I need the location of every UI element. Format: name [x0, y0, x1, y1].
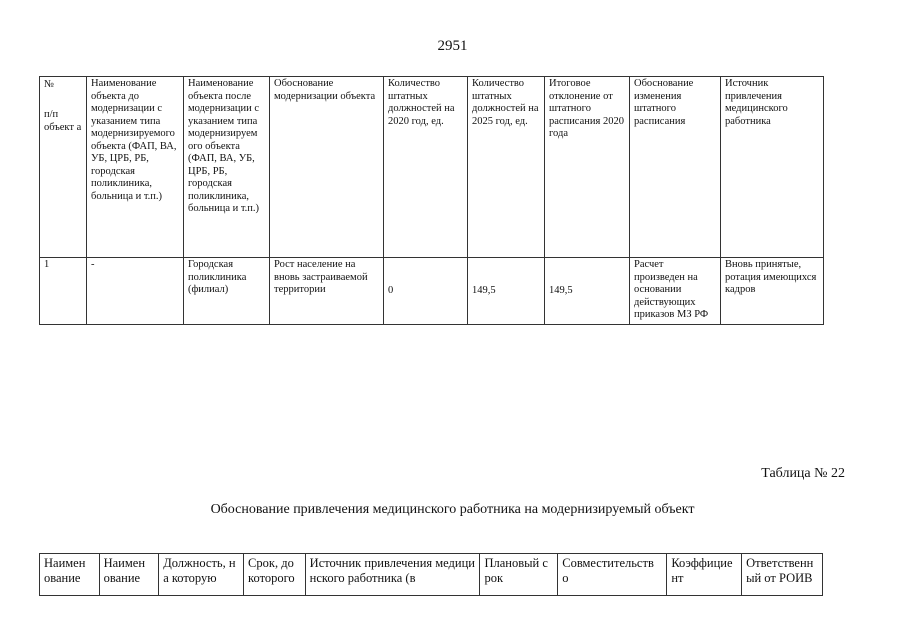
cell-justification: Рост население на вновь застраиваемой территории: [270, 258, 384, 325]
header-cell-index: [40, 77, 87, 258]
header-cell-source: Источник привлечения медицинского работника: [721, 77, 824, 258]
header-cell-coefficient: Коэффицие нт: [667, 554, 742, 596]
table-title: Обоснование привлечения медицинского работника на модернизируемый объект: [210, 502, 695, 517]
header-cell-name-1: Наимен ование: [40, 554, 100, 596]
header-cell-planned-term: Плановый срок: [480, 554, 558, 596]
header-cell-justification: Обоснование модернизации объекта: [270, 77, 384, 258]
cell-deviation: 149,5: [545, 258, 630, 325]
cell-change-justification: Расчет произведен на основании действующих приказов МЗ РФ: [630, 258, 721, 325]
header-cell-staff-2020: Количество штатных должностей на 2020 год, ед.: [384, 77, 468, 258]
page-number: 2951: [437, 38, 468, 54]
table-header-row: [40, 554, 823, 596]
modernization-staffing-table: [39, 76, 824, 325]
header-cell-name-2: Наимен ование: [99, 554, 159, 596]
cell-name-after: Городская поликлиника (филиал): [184, 258, 270, 325]
header-cell-responsible: Ответственн ый от РОИВ: [742, 554, 823, 596]
cell-staff-2025: 149,5: [468, 258, 545, 325]
header-cell-deviation: Итоговое отклонение от штатного расписания 2020 года: [545, 77, 630, 258]
table-header-row: [40, 77, 824, 258]
header-cell-name-before: Наименование объекта до модернизации с указанием типа модернизируемого объекта (ФАП, ВА, УБ, ЦРБ, РБ, городская поликлиника, больница и т.п.): [87, 77, 184, 258]
header-cell-staff-2025: Количество штатных должностей на 2025 год, ед.: [468, 77, 545, 258]
cell-staff-2020: 0: [384, 258, 468, 325]
header-cell-position: Должность, на которую: [159, 554, 244, 596]
cell-source: Вновь принятые, ротация имеющихся кадров: [721, 258, 824, 325]
table-number-label: Таблица № 22: [761, 466, 845, 481]
header-cell-name-after: Наименование объекта после модернизации с указанием типа модернизируем ого объекта (ФАП, ВА, УБ, ЦРБ, РБ, городская поликлиника, больница и т.п.): [184, 77, 270, 258]
header-cell-recruitment-source: Источник привлечения медицинского работника (в: [305, 554, 480, 596]
header-number-sign: №: [44, 79, 55, 90]
header-cell-term: Срок, до которого: [244, 554, 306, 596]
header-cell-part-time: Совместительств о: [558, 554, 667, 596]
header-object-number: п/п объект а: [44, 108, 82, 133]
worker-recruitment-table: [39, 553, 823, 596]
table-row: [40, 258, 824, 325]
header-cell-change-justification: Обоснование изменения штатного расписания: [630, 77, 721, 258]
cell-index: 1: [40, 258, 87, 325]
cell-name-before: -: [87, 258, 184, 325]
